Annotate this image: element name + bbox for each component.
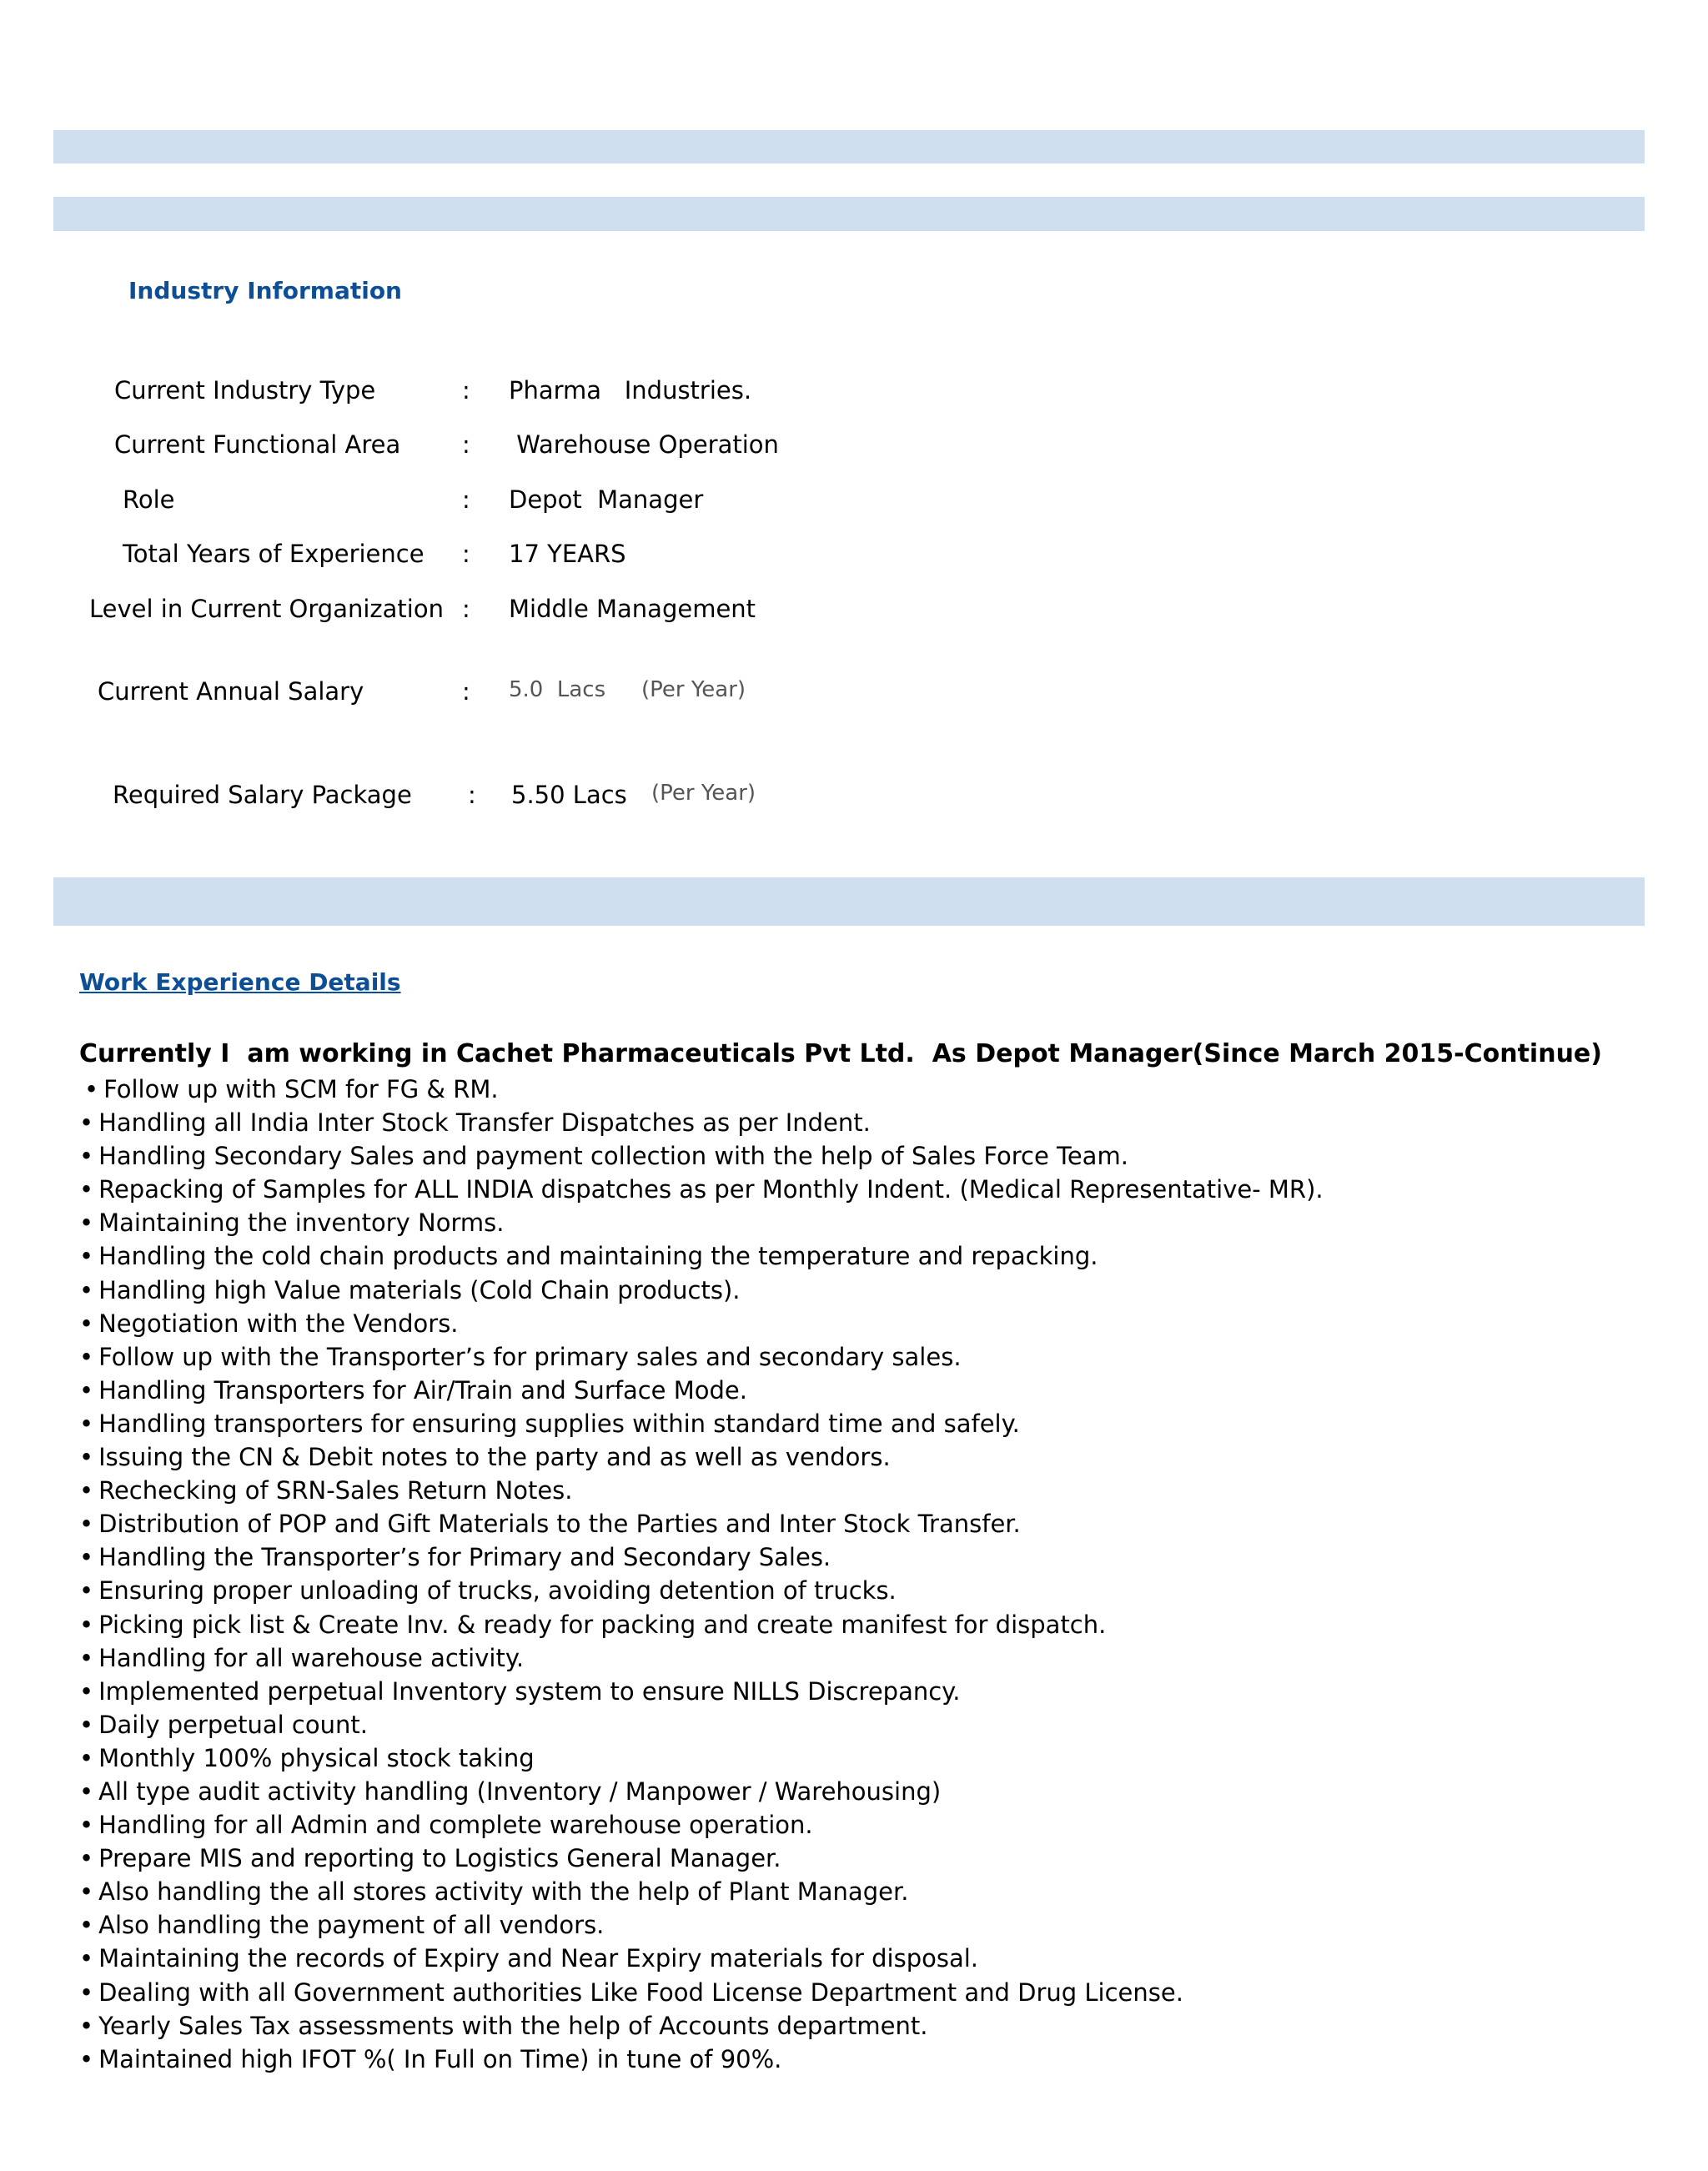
bullet-icon: • bbox=[79, 2011, 94, 2040]
list-item-text: Ensuring proper unloading of trucks, avoiding detention of trucks. bbox=[98, 1576, 897, 1606]
bullet-icon: • bbox=[79, 1309, 94, 1338]
list-item bbox=[79, 1374, 1324, 1407]
work-experience-title: Work Experience Details bbox=[79, 968, 401, 996]
list-item-text: Follow up with SCM for FG & RM. bbox=[103, 1075, 499, 1103]
list-item-text: Handling for all Admin and complete warehouse operation. bbox=[98, 1811, 813, 1840]
bullet-icon: • bbox=[79, 1375, 94, 1405]
bullet-icon: • bbox=[79, 1877, 94, 1907]
list-item-text: Handling Transporters for Air/Train and Surface Mode. bbox=[98, 1375, 747, 1405]
list-item bbox=[79, 1340, 1324, 1374]
list-item-text: Also handling the payment of all vendors. bbox=[98, 1911, 605, 1940]
list-item bbox=[79, 1106, 1324, 1139]
list-item bbox=[79, 2009, 1324, 2043]
bullet-icon: • bbox=[84, 1075, 99, 1103]
info-label: Total Years of Experience bbox=[123, 540, 424, 568]
bullet-icon: • bbox=[79, 1944, 94, 1973]
bullet-icon: • bbox=[79, 1409, 94, 1438]
list-item bbox=[79, 1741, 1324, 1775]
list-item bbox=[79, 1775, 1324, 1808]
required-salary-row bbox=[0, 781, 1001, 814]
header-band-top bbox=[53, 130, 1645, 163]
role-row bbox=[0, 485, 1001, 519]
bullet-icon: • bbox=[79, 1643, 94, 1672]
list-item-text: Handling for all warehouse activity. bbox=[98, 1643, 525, 1672]
bullet-icon: • bbox=[79, 1978, 94, 2007]
list-item-text: Handling Secondary Sales and payment collection with the help of Sales Force Team. bbox=[98, 1142, 1128, 1171]
list-item bbox=[79, 1608, 1324, 1641]
list-item bbox=[79, 1073, 1324, 1106]
list-item bbox=[79, 1675, 1324, 1708]
list-item-text: Maintaining the records of Expiry and Near Expiry materials for disposal. bbox=[98, 1944, 978, 1973]
list-item-text: Distribution of POP and Gift Materials to the Parties and Inter Stock Transfer. bbox=[98, 1510, 1021, 1539]
salary-value: 5.0 Lacs bbox=[509, 677, 606, 702]
info-colon: : bbox=[462, 485, 470, 514]
list-item-text: Daily perpetual count. bbox=[98, 1710, 368, 1739]
responsibilities-list bbox=[79, 1073, 1324, 2076]
list-item bbox=[79, 1808, 1324, 1842]
salary-unit: (Per Year) bbox=[651, 781, 756, 806]
list-item-text: Maintaining the inventory Norms. bbox=[98, 1209, 505, 1238]
list-item-text: Yearly Sales Tax assessments with the help of Accounts department. bbox=[98, 2011, 928, 2040]
bullet-icon: • bbox=[79, 1443, 94, 1472]
bullet-icon: • bbox=[79, 1476, 94, 1505]
info-label: Role bbox=[123, 485, 175, 514]
list-item bbox=[79, 1574, 1324, 1607]
info-label: Current Functional Area bbox=[114, 430, 401, 459]
salary-value: 5.50 Lacs bbox=[511, 781, 627, 809]
info-label: Required Salary Package bbox=[113, 781, 412, 809]
list-item bbox=[79, 1540, 1324, 1574]
list-item-text: Issuing the CN & Debit notes to the party and as well as vendors. bbox=[98, 1443, 891, 1472]
list-item bbox=[79, 1474, 1324, 1507]
bullet-icon: • bbox=[79, 1342, 94, 1371]
list-item-text: Handling transporters for ensuring supplies within standard time and safely. bbox=[98, 1409, 1020, 1438]
bullet-icon: • bbox=[79, 1911, 94, 1940]
bullet-icon: • bbox=[79, 1543, 94, 1572]
list-item-text: Repacking of Samples for ALL INDIA dispatches as per Monthly Indent. (Medical Representative- MR). bbox=[98, 1175, 1324, 1204]
list-item-text: Handling the cold chain products and maintaining the temperature and repacking. bbox=[98, 1242, 1098, 1271]
info-label: Current Annual Salary bbox=[98, 677, 364, 706]
list-item-text: Implemented perpetual Inventory system to ensure NILLS Discrepancy. bbox=[98, 1676, 961, 1706]
list-item bbox=[79, 1976, 1324, 2009]
info-value: Pharma Industries. bbox=[509, 376, 752, 405]
list-item-text: Also handling the all stores activity with the help of Plant Manager. bbox=[98, 1877, 909, 1907]
list-item-text: Picking pick list & Create Inv. & ready for packing and create manifest for dispatch. bbox=[98, 1610, 1107, 1639]
industry-type-row bbox=[0, 376, 1001, 410]
list-item-text: Handling all India Inter Stock Transfer Dispatches as per Indent. bbox=[98, 1108, 871, 1138]
section-band bbox=[53, 877, 1645, 926]
info-value: Middle Management bbox=[509, 595, 756, 623]
info-colon: : bbox=[462, 595, 470, 623]
bullet-icon: • bbox=[79, 1610, 94, 1639]
list-item bbox=[79, 1407, 1324, 1440]
list-item-text: Handling high Value materials (Cold Chain products). bbox=[98, 1275, 741, 1304]
info-label: Current Industry Type bbox=[114, 376, 376, 405]
industry-information-title: Industry Information bbox=[128, 277, 402, 304]
list-item bbox=[79, 1239, 1324, 1273]
list-item bbox=[79, 1842, 1324, 1875]
header-band-second bbox=[53, 197, 1645, 231]
bullet-icon: • bbox=[79, 1142, 94, 1171]
info-colon: : bbox=[462, 540, 470, 568]
current-position-heading: Currently I am working in Cachet Pharmaceuticals Pvt Ltd. As Depot Manager(Since March 2015-Continue) bbox=[79, 1039, 1602, 1068]
bullet-icon: • bbox=[79, 1710, 94, 1739]
bullet-icon: • bbox=[79, 1108, 94, 1138]
list-item bbox=[79, 1307, 1324, 1340]
list-item bbox=[79, 1139, 1324, 1173]
list-item bbox=[79, 1908, 1324, 1942]
bullet-icon: • bbox=[79, 1811, 94, 1840]
bullet-icon: • bbox=[79, 1576, 94, 1606]
list-item-text: Negotiation with the Vendors. bbox=[98, 1309, 459, 1338]
info-colon: : bbox=[468, 781, 476, 809]
bullet-icon: • bbox=[79, 2044, 94, 2073]
salary-unit: (Per Year) bbox=[641, 677, 746, 702]
current-salary-row bbox=[0, 677, 1001, 711]
bullet-icon: • bbox=[79, 1676, 94, 1706]
bullet-icon: • bbox=[79, 1175, 94, 1204]
list-item bbox=[79, 1875, 1324, 1908]
list-item bbox=[79, 1274, 1324, 1307]
list-item bbox=[79, 1507, 1324, 1540]
list-item-text: Handling the Transporter’s for Primary and Secondary Sales. bbox=[98, 1543, 831, 1572]
bullet-icon: • bbox=[79, 1209, 94, 1238]
info-colon: : bbox=[462, 376, 470, 405]
bullet-icon: • bbox=[79, 1743, 94, 1772]
experience-row bbox=[0, 540, 1001, 573]
info-label: Level in Current Organization bbox=[89, 595, 444, 623]
bullet-icon: • bbox=[79, 1777, 94, 1806]
list-item bbox=[79, 1708, 1324, 1741]
bullet-icon: • bbox=[79, 1242, 94, 1271]
list-item-text: Dealing with all Government authorities Like Food License Department and Drug License. bbox=[98, 1978, 1183, 2007]
list-item-text: Monthly 100% physical stock taking bbox=[98, 1743, 535, 1772]
info-colon: : bbox=[462, 677, 470, 706]
organization-level-row bbox=[0, 595, 1001, 628]
list-item-text: All type audit activity handling (Inventory / Manpower / Warehousing) bbox=[98, 1777, 942, 1806]
list-item bbox=[79, 2043, 1324, 2076]
list-item-text: Follow up with the Transporter’s for primary sales and secondary sales. bbox=[98, 1342, 962, 1371]
list-item bbox=[79, 1440, 1324, 1474]
functional-area-row bbox=[0, 430, 1001, 464]
bullet-icon: • bbox=[79, 1510, 94, 1539]
list-item bbox=[79, 1641, 1324, 1675]
info-value: Warehouse Operation bbox=[509, 430, 779, 459]
list-item bbox=[79, 1942, 1324, 1975]
info-value: 17 YEARS bbox=[509, 540, 626, 568]
list-item bbox=[79, 1206, 1324, 1239]
bullet-icon: • bbox=[79, 1275, 94, 1304]
bullet-icon: • bbox=[79, 1844, 94, 1873]
info-value: Depot Manager bbox=[509, 485, 704, 514]
list-item-text: Prepare MIS and reporting to Logistics General Manager. bbox=[98, 1844, 781, 1873]
list-item-text: Maintained high IFOT %( In Full on Time) in tune of 90%. bbox=[98, 2044, 782, 2073]
list-item bbox=[79, 1173, 1324, 1206]
info-colon: : bbox=[462, 430, 470, 459]
list-item-text: Rechecking of SRN-Sales Return Notes. bbox=[98, 1476, 573, 1505]
